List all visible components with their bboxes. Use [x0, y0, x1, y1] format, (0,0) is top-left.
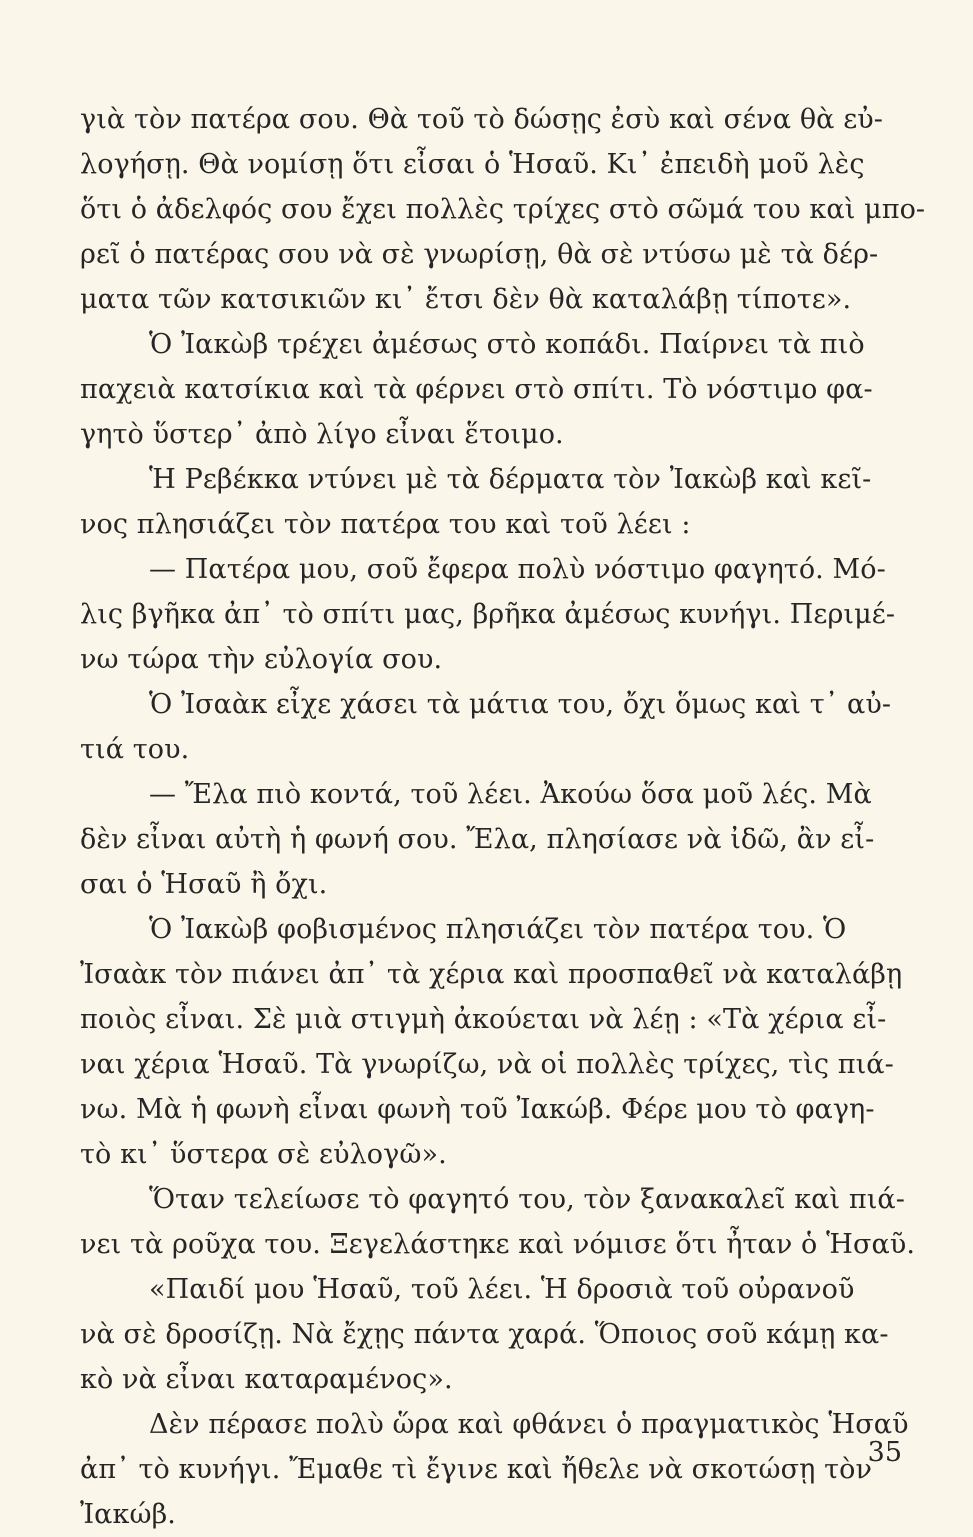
text-line: ρεῖ ὁ πατέρας σου νὰ σὲ γνωρίσῃ, θὰ σὲ ντύσω μὲ τὰ δέρ-	[80, 239, 879, 270]
text-line: Ἰσαὰκ τὸν πιάνει ἀπ᾽ τὰ χέρια καὶ προσπαθεῖ νὰ καταλάβῃ	[80, 959, 903, 990]
text-line: γιὰ τὸν πατέρα σου. Θὰ τοῦ τὸ δώσῃς ἐσὺ καὶ σένα θὰ εὐ-	[80, 104, 884, 135]
text-line: παχειὰ κατσίκια καὶ τὰ φέρνει στὸ σπίτι. Τὸ νόστιμο φα-	[80, 374, 873, 405]
text-line: νει τὰ ροῦχα του. Ξεγελάστηκε καὶ νόμισε ὅτι ἦταν ὁ Ἡσαῦ.	[80, 1229, 916, 1260]
text-line: τιά του.	[80, 734, 190, 765]
text-line: Ὁ Ἰσαὰκ εἶχε χάσει τὰ μάτια του, ὄχι ὅμως καὶ τ᾽ αὐ-	[149, 689, 892, 720]
text-line: Ὅταν τελείωσε τὸ φαγητό του, τὸν ξανακαλεῖ καὶ πιά-	[149, 1184, 905, 1215]
text-line: ἀπ᾽ τὸ κυνήγι. Ἔμαθε τὶ ἔγινε καὶ ἤθελε νὰ σκοτώσῃ τὸν	[80, 1454, 873, 1485]
text-line: — Πατέρα μου, σοῦ ἔφερα πολὺ νόστιμο φαγητό. Μό-	[149, 554, 886, 585]
text-line: «Παιδί μου Ἡσαῦ, τοῦ λέει. Ἡ δροσιὰ τοῦ οὐρανοῦ	[149, 1274, 855, 1305]
text-line: — Ἔλα πιὸ κοντά, τοῦ λέει. Ἀκούω ὅσα μοῦ λές. Μὰ	[149, 779, 872, 810]
text-line: ποιὸς εἶναι. Σὲ μιὰ στιγμὴ ἀκούεται νὰ λέῃ : «Τὰ χέρια εἶ-	[80, 1004, 887, 1035]
text-line: ναι χέρια Ἡσαῦ. Τὰ γνωρίζω, νὰ οἱ πολλὲς τρίχες, τὶς πιά-	[80, 1049, 894, 1080]
text-line: νω. Μὰ ἡ φωνὴ εἶναι φωνὴ τοῦ Ἰακώβ. Φέρε μου τὸ φαγη-	[80, 1094, 875, 1125]
text-line: Δὲν πέρασε πολὺ ὥρα καὶ φθάνει ὁ πραγματικὸς Ἡσαῦ	[149, 1409, 909, 1440]
text-line: γητὸ ὕστερ᾽ ἀπὸ λίγο εἶναι ἕτοιμο.	[80, 419, 564, 450]
text-line: Ὁ Ἰακὼβ φοβισμένος πλησιάζει τὸν πατέρα του. Ὁ	[149, 914, 847, 945]
text-line: δὲν εἶναι αὐτὴ ἡ φωνή σου. Ἔλα, πλησίασε νὰ ἰδῶ, ἂν εἶ-	[80, 824, 875, 855]
text-line: νὰ σὲ δροσίζῃ. Νὰ ἔχῃς πάντα χαρά. Ὅποιος σοῦ κάμῃ κα-	[80, 1319, 889, 1350]
text-line: ματα τῶν κατσικιῶν κι᾽ ἔτσι δὲν θὰ καταλάβῃ τίποτε».	[80, 284, 852, 315]
text-line: λογήσῃ. Θὰ νομίσῃ ὅτι εἶσαι ὁ Ἡσαῦ. Κι᾽ ἐπειδὴ μοῦ λὲς	[80, 149, 865, 180]
text-line: Ἡ Ρεβέκκα ντύνει μὲ τὰ δέρματα τὸν Ἰακὼβ καὶ κεῖ-	[149, 464, 872, 495]
text-line: ὅτι ὁ ἀδελφός σου ἔχει πολλὲς τρίχες στὸ σῶμά του καὶ μπο-	[80, 194, 926, 225]
text-line: τὸ κι᾽ ὕστερα σὲ εὐλογῶ».	[80, 1139, 447, 1170]
page-number: 35	[867, 1437, 902, 1468]
page-text	[80, 97, 926, 1537]
text-line: Ἰακώβ.	[80, 1499, 176, 1530]
text-line: κὸ νὰ εἶναι καταραμένος».	[80, 1364, 453, 1395]
text-line: Ὁ Ἰακὼβ τρέχει ἀμέσως στὸ κοπάδι. Παίρνει τὰ πιὸ	[149, 329, 865, 360]
text-line: νος πλησιάζει τὸν πατέρα του καὶ τοῦ λέει :	[80, 509, 691, 540]
text-line: σαι ὁ Ἡσαῦ ἢ ὄχι.	[80, 869, 328, 900]
text-line: νω τώρα τὴν εὐλογία σου.	[80, 644, 443, 675]
text-line: λις βγῆκα ἀπ᾽ τὸ σπίτι μας, βρῆκα ἀμέσως κυνήγι. Περιμέ-	[80, 599, 896, 630]
